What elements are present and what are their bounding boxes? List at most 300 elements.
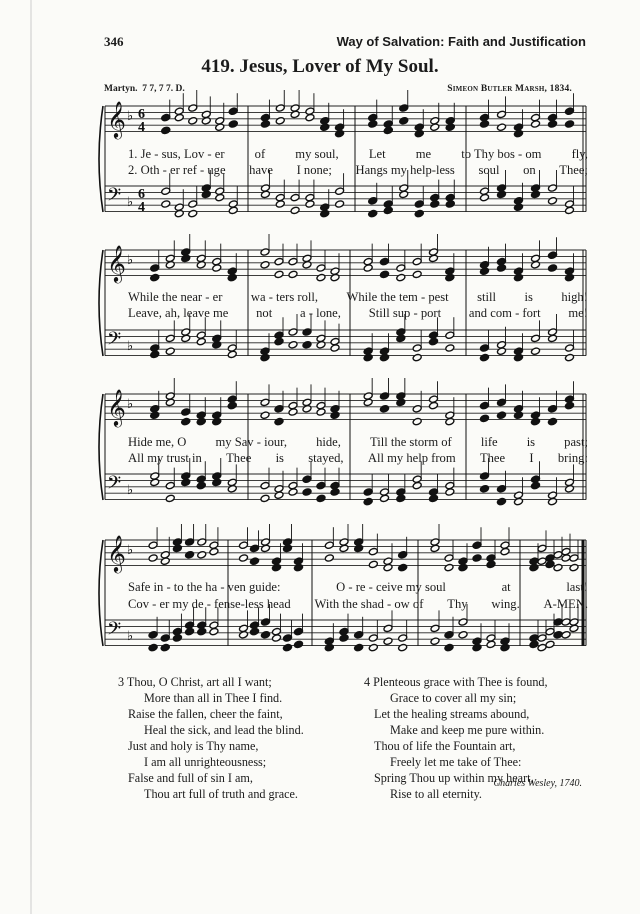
- note-head: [429, 254, 439, 262]
- note-head: [150, 411, 160, 419]
- note-head: [212, 417, 222, 425]
- lyric-syllable-group: a - lone,: [300, 306, 341, 320]
- note-head: [196, 337, 206, 345]
- note-head: [215, 123, 225, 131]
- note-head: [368, 560, 378, 568]
- note-head: [165, 398, 175, 406]
- note-head: [537, 634, 547, 642]
- lyric-syllable-group: fly,: [571, 147, 588, 161]
- note-head: [480, 472, 490, 480]
- note-head: [565, 273, 575, 281]
- note-head: [260, 481, 270, 489]
- note-head: [239, 631, 249, 639]
- note-head: [260, 411, 270, 419]
- note-head: [148, 643, 158, 651]
- lyric-syllable-group: 1. Je - sus, Lov - er: [128, 147, 225, 161]
- note-head: [480, 353, 490, 361]
- lyric-syllable-group: All my trust in: [128, 451, 202, 465]
- running-head: Way of Salvation: Faith and Justification: [336, 34, 586, 49]
- note-head: [514, 203, 524, 211]
- note-head: [396, 494, 406, 502]
- note-head: [316, 264, 326, 272]
- note-head: [228, 206, 238, 214]
- page-number: 346: [104, 34, 124, 49]
- note-head: [339, 544, 349, 552]
- note-head: [480, 267, 490, 275]
- note-head: [500, 547, 510, 555]
- note-head: [148, 541, 158, 549]
- note-head: [383, 563, 393, 571]
- lyric-syllable-group: soul: [478, 163, 500, 177]
- lyric-syllable-group: Let: [368, 147, 386, 161]
- lyric-syllable-group: my Sav - iour,: [215, 435, 288, 449]
- note-head: [531, 120, 541, 128]
- note-head: [363, 497, 373, 505]
- note-head: [250, 544, 260, 552]
- note-head: [500, 643, 510, 651]
- key-signature-flat: ♭: [127, 109, 134, 124]
- note-head: [354, 643, 364, 651]
- note-head: [380, 353, 390, 361]
- note-head: [160, 634, 170, 642]
- note-head: [497, 497, 507, 505]
- lyric-syllable-group: A-MEN.: [543, 597, 588, 611]
- note-head: [316, 408, 326, 416]
- note-head: [274, 257, 284, 265]
- composer-credit: Simeon Butler Marsh, 1834.: [447, 84, 572, 94]
- note-head: [188, 117, 198, 125]
- note-head: [260, 353, 270, 361]
- note-head: [316, 494, 326, 502]
- note-head: [412, 481, 422, 489]
- note-head: [497, 264, 507, 272]
- note-head: [288, 270, 298, 278]
- key-signature-flat: ♭: [127, 253, 134, 268]
- note-head: [196, 417, 206, 425]
- note-head: [181, 334, 191, 342]
- note-head: [380, 257, 390, 265]
- note-head: [290, 206, 300, 214]
- note-head: [565, 206, 575, 214]
- lyric-row-4-verse-2: [128, 597, 588, 612]
- lyric-row-1-verse-2: [128, 163, 588, 178]
- lyric-syllable-group: at: [501, 580, 511, 594]
- note-head: [227, 401, 237, 409]
- note-head: [181, 254, 191, 262]
- note-head: [324, 541, 334, 549]
- note-head: [363, 264, 373, 272]
- note-head: [480, 485, 490, 493]
- stanza-line: 4 Plenteous grace with Thee is found,: [364, 675, 548, 689]
- note-head: [445, 273, 455, 281]
- note-head: [335, 200, 345, 208]
- note-head: [368, 197, 378, 205]
- lyric-syllable-group: Thy: [447, 597, 468, 611]
- note-head: [239, 554, 249, 562]
- note-head: [227, 485, 237, 493]
- lyric-syllable-group: I none;: [296, 163, 332, 177]
- note-head: [399, 117, 409, 125]
- note-head: [212, 478, 222, 486]
- lyric-syllable-group: Leave, ah, leave me: [128, 306, 229, 320]
- note-head: [197, 538, 207, 546]
- note-head: [181, 478, 191, 486]
- note-head: [294, 627, 304, 635]
- note-head: [486, 560, 496, 568]
- note-head: [260, 261, 270, 269]
- note-head: [160, 557, 170, 565]
- note-head: [212, 264, 222, 272]
- note-head: [363, 488, 373, 496]
- note-head: [430, 123, 440, 131]
- lyric-row-3-verse-1: [128, 435, 588, 450]
- note-head: [302, 341, 312, 349]
- note-head: [316, 273, 326, 281]
- note-head: [412, 270, 422, 278]
- lyric-row-2-verse-1: [128, 290, 588, 305]
- note-head: [458, 631, 468, 639]
- lyric-syllable-group: hide,: [316, 435, 341, 449]
- note-head: [324, 554, 334, 562]
- note-head: [396, 398, 406, 406]
- lyric-syllable-group: 2. Oth - er ref - uge: [128, 163, 226, 177]
- note-head: [209, 627, 219, 635]
- treble-clef: 𝄞: [107, 534, 126, 572]
- note-head: [274, 417, 284, 425]
- lyric-syllable-group: not: [256, 306, 273, 320]
- time-signature-bottom: 4: [138, 120, 145, 135]
- lyric-syllable-group: While the tem - pest: [346, 290, 449, 304]
- note-head: [274, 491, 284, 499]
- note-head: [260, 248, 270, 256]
- bass-clef: 𝄢: [107, 473, 122, 498]
- note-head: [283, 643, 293, 651]
- note-head: [472, 541, 482, 549]
- note-head: [531, 417, 541, 425]
- note-head: [398, 643, 408, 651]
- note-head: [548, 251, 558, 259]
- stanza-line: Grace to cover all my sin;: [390, 691, 517, 705]
- note-head: [172, 544, 182, 552]
- stanza-line: Freely let me take of Thee:: [390, 755, 522, 769]
- note-head: [548, 120, 558, 128]
- note-head: [486, 640, 496, 648]
- note-head: [150, 350, 160, 358]
- note-head: [354, 631, 364, 639]
- note-head: [458, 563, 468, 571]
- hymn-title: 419. Jesus, Lover of My Soul.: [201, 56, 439, 77]
- note-head: [288, 257, 298, 265]
- note-head: [209, 547, 219, 555]
- note-head: [316, 341, 326, 349]
- note-head: [531, 481, 541, 489]
- note-head: [480, 414, 490, 422]
- note-head: [444, 643, 454, 651]
- note-head: [165, 481, 175, 489]
- note-head: [429, 401, 439, 409]
- lyric-syllable-group: Hangs my help-less: [355, 163, 455, 177]
- note-head: [383, 637, 393, 645]
- note-head: [215, 193, 225, 201]
- lyric-syllable-group: Cov - er my de - fense-less head: [128, 597, 291, 611]
- stanza-line: Just and holy is Thy name,: [128, 739, 259, 753]
- stanza-line: 3 Thou, O Christ, art all I want;: [118, 675, 272, 689]
- stanza-line: Thou art full of truth and grace.: [144, 787, 298, 801]
- note-head: [497, 123, 507, 131]
- note-head: [148, 631, 158, 639]
- note-head: [363, 398, 373, 406]
- note-head: [396, 264, 406, 272]
- lyric-row-1-verse-1: [128, 147, 588, 162]
- key-signature-flat: ♭: [127, 339, 134, 354]
- lyric-syllable-group: and com - fort: [468, 306, 541, 320]
- note-head: [185, 627, 195, 635]
- note-head: [548, 264, 558, 272]
- note-head: [250, 557, 260, 565]
- note-head: [480, 193, 490, 201]
- lyric-syllable-group: While the near - er: [128, 290, 223, 304]
- lyric-syllable-group: O - re - ceive my soul: [336, 580, 446, 594]
- note-head: [288, 408, 298, 416]
- note-head: [330, 344, 340, 352]
- note-head: [430, 544, 440, 552]
- note-head: [181, 417, 191, 425]
- note-head: [275, 104, 285, 112]
- note-head: [228, 107, 238, 115]
- note-head: [250, 627, 260, 635]
- note-head: [196, 481, 206, 489]
- note-head: [150, 478, 160, 486]
- treble-clef: 𝄞: [107, 100, 126, 138]
- lyric-syllable-group: wing.: [491, 597, 520, 611]
- lyric-syllable-group: life: [480, 435, 498, 449]
- note-head: [497, 110, 507, 118]
- note-head: [201, 117, 211, 125]
- note-head: [335, 129, 345, 137]
- note-head: [414, 129, 424, 137]
- note-head: [174, 113, 184, 121]
- treble-clef: 𝄞: [107, 244, 126, 282]
- note-head: [339, 634, 349, 642]
- note-head: [565, 353, 575, 361]
- note-head: [160, 643, 170, 651]
- bass-clef: 𝄢: [107, 619, 122, 644]
- stanza-line: More than all in Thee I find.: [144, 691, 283, 705]
- note-head: [274, 405, 284, 413]
- stanza-line: False and full of sin I am,: [128, 771, 253, 785]
- note-head: [414, 200, 424, 208]
- lyric-syllable-group: to Thy bos - om: [461, 147, 542, 161]
- note-head: [548, 184, 558, 192]
- key-signature-flat: ♭: [127, 543, 134, 558]
- note-head: [165, 494, 175, 502]
- note-head: [196, 261, 206, 269]
- note-head: [302, 405, 312, 413]
- note-head: [380, 392, 390, 400]
- note-head: [275, 200, 285, 208]
- note-head: [480, 344, 490, 352]
- note-head: [161, 126, 171, 134]
- note-head: [188, 200, 198, 208]
- note-head: [472, 554, 482, 562]
- note-head: [305, 200, 315, 208]
- note-head: [368, 120, 378, 128]
- note-head: [514, 273, 524, 281]
- note-head: [274, 337, 284, 345]
- lyric-syllable-group: last!: [566, 580, 588, 594]
- note-head: [531, 334, 541, 342]
- note-head: [172, 634, 182, 642]
- note-head: [335, 187, 345, 195]
- lyric-syllable-group: still: [477, 290, 496, 304]
- lyric-syllable-group: Thee: [226, 451, 252, 465]
- note-head: [569, 563, 579, 571]
- note-head: [565, 485, 575, 493]
- note-head: [330, 488, 340, 496]
- note-head: [445, 123, 455, 131]
- lyric-syllable-group: on: [523, 163, 536, 177]
- key-signature-flat: ♭: [127, 483, 134, 498]
- stanza-line: Heal the sick, and lead the blind.: [144, 723, 304, 737]
- note-head: [383, 624, 393, 632]
- note-head: [261, 631, 271, 639]
- note-head: [514, 411, 524, 419]
- note-head: [294, 640, 304, 648]
- note-head: [497, 190, 507, 198]
- lyric-syllable-group: high!: [561, 290, 588, 304]
- note-head: [429, 494, 439, 502]
- note-head: [514, 353, 524, 361]
- note-head: [188, 209, 198, 217]
- note-head: [150, 264, 160, 272]
- note-head: [201, 190, 211, 198]
- note-head: [227, 350, 237, 358]
- note-head: [399, 190, 409, 198]
- note-head: [368, 209, 378, 217]
- note-head: [261, 618, 271, 626]
- key-signature-flat: ♭: [127, 397, 134, 412]
- system-brace: [99, 250, 103, 356]
- note-head: [383, 206, 393, 214]
- lyric-syllable-group: I: [529, 451, 534, 465]
- note-head: [354, 544, 364, 552]
- note-head: [548, 334, 558, 342]
- note-head: [228, 120, 238, 128]
- note-head: [430, 200, 440, 208]
- lyric-syllable-group: of: [254, 147, 266, 161]
- note-head: [283, 544, 293, 552]
- note-head: [368, 634, 378, 642]
- lyric-syllable-group: Thee;: [559, 163, 588, 177]
- note-head: [545, 640, 555, 648]
- lyric-syllable-group: is: [275, 451, 284, 465]
- note-head: [274, 270, 284, 278]
- note-head: [283, 634, 293, 642]
- note-head: [548, 417, 558, 425]
- note-head: [445, 488, 455, 496]
- note-head: [368, 643, 378, 651]
- tune-meter: 7 7, 7 7. D.: [142, 84, 185, 94]
- lyric-syllable-group: All my help from: [367, 451, 456, 465]
- note-head: [445, 200, 455, 208]
- note-head: [529, 563, 539, 571]
- lyric-syllable-group: my soul,: [295, 147, 339, 161]
- time-signature-top: 6: [138, 107, 145, 122]
- note-head: [444, 563, 454, 571]
- note-head: [445, 417, 455, 425]
- note-head: [330, 273, 340, 281]
- note-head: [320, 123, 330, 131]
- note-head: [537, 544, 547, 552]
- note-head: [396, 334, 406, 342]
- note-head: [497, 347, 507, 355]
- system-brace: [99, 394, 103, 500]
- note-head: [188, 104, 198, 112]
- note-head: [514, 497, 524, 505]
- note-head: [305, 113, 315, 121]
- note-head: [261, 544, 271, 552]
- lyric-syllable-group: Still sup - port: [368, 306, 442, 320]
- note-head: [150, 273, 160, 281]
- note-head: [302, 488, 312, 496]
- note-head: [445, 344, 455, 352]
- note-head: [514, 129, 524, 137]
- note-head: [531, 261, 541, 269]
- note-head: [290, 193, 300, 201]
- note-head: [429, 337, 439, 345]
- note-head: [548, 497, 558, 505]
- stanza-line: Rise to all eternity.: [390, 787, 482, 801]
- key-signature-flat: ♭: [127, 195, 134, 210]
- note-head: [316, 481, 326, 489]
- note-head: [531, 347, 541, 355]
- lyric-syllable-group: Safe in - to the ha - ven guide:: [128, 580, 281, 594]
- note-head: [380, 405, 390, 413]
- lyric-syllable-group: Thee: [479, 451, 506, 465]
- lyric-syllable-group: Hide me, O: [128, 435, 187, 449]
- stanza-line: Raise the fallen, cheer the faint,: [128, 707, 283, 721]
- note-head: [565, 120, 575, 128]
- note-head: [288, 328, 298, 336]
- note-head: [412, 344, 422, 352]
- note-head: [197, 551, 207, 559]
- note-head: [320, 209, 330, 217]
- note-head: [430, 624, 440, 632]
- bass-clef: 𝄢: [107, 185, 122, 210]
- lyric-syllable-group: have: [249, 163, 273, 177]
- note-head: [531, 190, 541, 198]
- lyric-syllable-group: past;: [564, 435, 588, 449]
- note-head: [294, 563, 304, 571]
- note-head: [565, 344, 575, 352]
- note-head: [272, 634, 282, 642]
- note-head: [472, 643, 482, 651]
- note-head: [165, 334, 175, 342]
- lyric-syllable-group: Till the storm of: [370, 435, 452, 449]
- note-head: [444, 554, 454, 562]
- note-head: [275, 117, 285, 125]
- note-head: [363, 353, 373, 361]
- note-head: [368, 547, 378, 555]
- note-head: [380, 494, 390, 502]
- key-signature-flat: ♭: [127, 629, 134, 644]
- lyric-syllable-group: is: [526, 435, 536, 449]
- note-head: [165, 261, 175, 269]
- lyric-row-2-verse-2: [128, 306, 588, 321]
- note-head: [412, 405, 422, 413]
- bass-clef: 𝄢: [107, 329, 122, 354]
- note-head: [565, 401, 575, 409]
